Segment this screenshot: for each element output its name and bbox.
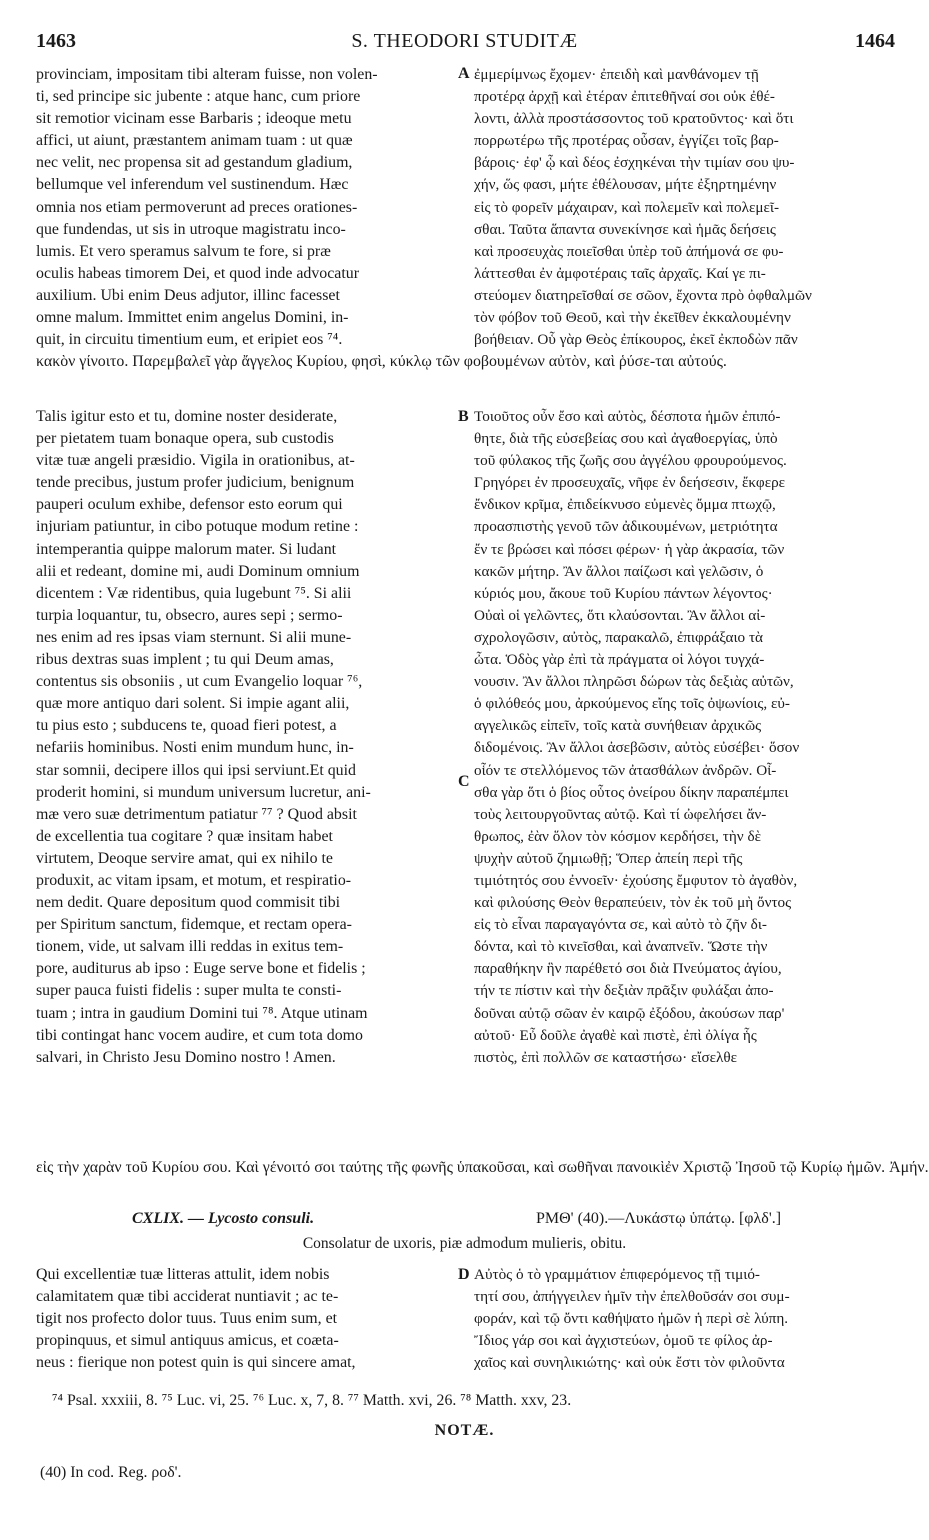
text-line: propinquus, et simul antiquus amicus, et coæta- — [36, 1332, 339, 1350]
text-line: ται αὐτούς. — [655, 353, 727, 370]
running-title: S. THEODORI STUDITÆ — [351, 30, 578, 52]
text-line: pore, auditurus ab ipso : Euge serve bone et fidelis ; — [36, 960, 366, 978]
text-line: πιστὸς, ἐπὶ πολλῶν σε καταστήσω· εἴσελθε — [474, 1048, 738, 1066]
text-line: dicentem : Væ ridentibus, quia lugebunt ⁷⁵. Si alii — [36, 584, 352, 602]
text-line: Τοιοῦτος οὖν ἔσο καὶ αὐτὸς, δέσποτα ἡμῶν ἐπιπό- — [474, 408, 781, 425]
text-line: per pietatem tuam bonaque opera, sub custodis — [36, 430, 334, 448]
text-line: provinciam, impositam tibi alteram fuisse, non volen- — [36, 66, 378, 83]
text-line: κακῶν μήτηρ. Ἂν ἄλλοι παίζωσι καὶ γελῶσιν, ὁ — [474, 562, 764, 580]
text-line: εἰς τὸ φορεῖν μάχαιραν, καὶ πολεμεῖν καὶ πολεμεῖ- — [474, 198, 780, 216]
text-line: omne malum. Immittet enim angelus Domini, in- — [36, 309, 349, 327]
text-line: τοῦ φύλακος τῆς ζωῆς σου ἀγγέλου φρουρούμενος. — [474, 452, 787, 470]
text-line: intemperantia quippe malorum mater. Si ludant — [36, 540, 337, 558]
letter-subtitle: Consolatur de uxoris, piæ admodum mulieris, obitu. — [302, 1235, 627, 1252]
text-line: ribus dextras suas implent ; tu qui Deum amas, — [36, 651, 334, 669]
text-line: produxit, ac vitam ipsam, et motum, et respiratio- — [36, 871, 352, 889]
notae-title: NOTÆ. — [434, 1422, 495, 1439]
text-line: σχρολογῶσιν, αὐτὸς, παρακαλῶ, ἐπιφράξαιο τὰ — [474, 628, 764, 646]
text-line: pauperi oculum exhibe, defensor esto eorum qui — [36, 496, 343, 514]
text-line: δοῦναι αὐτῷ σῶαν ἐν καιρῷ ἐξόδου, ἀκούσων παρ' — [474, 1004, 785, 1022]
page-header — [0, 30, 929, 60]
text-line: Γρηγόρει ἐν προσευχαῖς, νῆφε ἐν δεήσεσιν, ἔκφερε — [474, 474, 786, 492]
text-line: vitæ tuæ angeli præsidio. Vigila in orationibus, at- — [36, 452, 355, 470]
text-line: tigit nos profecto dolor tuus. Tuus enim sum, et — [36, 1310, 338, 1328]
text-line: τὸν φόβον τοῦ Θεοῦ, καὶ τὴν ἐκεῖθεν ἐκκαλουμένην — [474, 309, 791, 327]
margin-marker-b: B — [458, 408, 469, 425]
text-line: διδομένοις. Ἂν ἄλλοι ἀσεβῶσιν, αὐτὸς εὐσέβει· ὅσον — [474, 739, 800, 757]
text-line: καὶ φιλούσης Θεὸν θεραπεύειν, τὸν ἐκ τοῦ μὴ ὄντος — [474, 894, 792, 912]
text-line: Αὐτὸς ὁ τὸ γραμμάτιον ἐπιφερόμενος τῇ τιμιό- — [474, 1266, 760, 1283]
text-line: turpia loquantur, tu, obsecro, aures sepi ; sermo- — [36, 606, 343, 624]
text-line: ἔν τε βρώσει καὶ πόσει φέρων· ἡ γὰρ ἀκρασία, τῶν — [474, 540, 785, 558]
margin-marker-c: C — [458, 773, 470, 790]
text-line: χήν, ὥς φασι, μήτε ἐθέλουσαν, μήτε ἐξηρτημένην — [474, 176, 777, 194]
greek-continuation-1 — [36, 351, 894, 373]
text-line: auxilium. Ubi enim Deus adjutor, illinc facesset — [36, 286, 340, 304]
text-line: super pauca fuisti fidelis : super multa te consti- — [36, 982, 342, 1000]
text-line: νουσιν. Ἂν ἄλλοι πληρῶσι δώρων τὰς δεξιὰς αὐτῶν, — [474, 673, 794, 691]
text-line: στεύομεν διατηρεῖσθαί σε σῶον, ἔχοντα πρὸ ὀφθαλμῶν — [474, 286, 812, 304]
latin-column-mid — [36, 406, 456, 1069]
text-line: tionem, vide, ut salvam illi reddas in exitus tem- — [36, 938, 344, 956]
text-line: τοὺς λειτουργοῦντας αὐτῷ. Καὶ τί ὠφελήσει ἄν- — [474, 805, 767, 823]
text-line: sit remotior vicinam esse Barbaris ; ideoque metu — [36, 110, 352, 128]
text-line: καὶ προσευχὰς ποιεῖσθαι ὑπὲρ τοῦ ἀπήμονά σε φυ- — [474, 242, 784, 260]
text-line: σθαι. Ταῦτα ἅπαντα συνεκίνησε καὶ ἡμᾶς δεήσεις — [474, 220, 776, 238]
text-line: injuriam patiuntur, in cibo potuque modum retine : — [36, 518, 359, 536]
text-line: λοντι, ἀλλὰ προστάσσοντος τοῦ κρατοῦντος· καὶ ὅτι — [474, 110, 794, 128]
text-line: Talis igitur esto et tu, domine noster desiderate, — [36, 408, 338, 425]
greek-continuation-2 — [36, 1157, 929, 1179]
text-line: tibi contingat hanc vocem audire, et cum tota domo — [36, 1026, 363, 1044]
text-line: θρωπος, ἐὰν ὅλον τὸν κόσμον κερδήσει, τὴν δὲ — [474, 827, 761, 845]
text-line: nefariis hominibus. Nosti enim mundum hunc, in- — [36, 739, 354, 757]
text-line: εἰς τὴν χαρὰν τοῦ Κυρίου σου. Καὶ γένοιτό σοι ταύτης τῆς φωνῆς ὑπακοῦσαι, καὶ σωθῆναι πανοικὶ — [36, 1159, 665, 1176]
text-line: εἰς τὸ εἶναι παραγαγόντα σε, καὶ αὐτὸ τὸ ζῆν δι- — [474, 916, 767, 934]
text-line: αὐτοῦ· Εὖ δοῦλε ἀγαθὲ καὶ πιστὲ, ἐπὶ ὀλίγα ἧς — [474, 1026, 757, 1044]
margin-marker-a: A — [458, 65, 470, 82]
text-line: quit, in circuitu timentium eum, et eripiet eos ⁷⁴. — [36, 331, 343, 349]
text-line: neus : fierique non potest quin is qui sincere amat, — [36, 1354, 356, 1372]
text-line: salvari, in Christo Jesu Domino nostro ! Amen. — [36, 1048, 336, 1066]
text-line: proderit homini, si mundum universum lucretur, ani- — [36, 783, 371, 801]
footnotes: ⁷⁴ Psal. xxxiii, 8. ⁷⁵ Luc. vi, 25. ⁷⁶ Luc. x, 7, 8. ⁷⁷ Matth. xvi, 26. ⁷⁸ Matth. xxv, 23. — [52, 1392, 572, 1409]
text-line: tuam ; intra in gaudium Domini tui ⁷⁸. Atque utinam — [36, 1004, 368, 1022]
text-line: παραθήκην ἣν παρέθετό σοι διὰ Πνεύματος ἁγίου, — [474, 960, 782, 978]
text-line: τιμιότητός σου ἐννοεῖν· ἐχούσης ἔμφυτον τὸ ἀγαθὸν, — [474, 871, 798, 889]
text-line: Qui excellentiæ tuæ litteras attulit, idem nobis — [36, 1266, 330, 1283]
text-line: nec velit, nec propensa sit ad gestandum gladium, — [36, 154, 353, 172]
text-line: κύριός μου, ἄκουε τοῦ Κυρίου πάντων λέγοντος· — [474, 584, 773, 602]
text-line: tende precibus, justum profer judicium, benignum — [36, 474, 355, 492]
text-line: virtutem, Deoque servire amat, qui ex nihilo te — [36, 849, 333, 867]
text-line: χαῖος καὶ συνηλικιώτης· καὶ οὐκ ἔστι τὸν φιλοῦντα — [474, 1354, 785, 1372]
text-line: alii et redeant, domine mi, audi Dominum omnium — [36, 562, 360, 580]
right-column-number: 1464 — [855, 30, 895, 52]
text-line: τήν τε πίστιν καὶ τὴν δεξιὰν πρᾶξιν φυλάξαι ἀπο- — [474, 982, 774, 1000]
text-line: bellumque vel inferendum vel sustinendum. Hæc — [36, 176, 349, 194]
text-line: que fundendas, ut sis in utroque magistratu inco- — [36, 220, 346, 238]
text-line: per Spiritum sanctum, fidemque, et rectam opera- — [36, 916, 352, 934]
text-line: δόντα, καὶ τὸ κινεῖσθαι, καὶ ἀναπνεῖν. Ὥστε τὴν — [474, 938, 768, 956]
text-line: ti, sed principe sic jubente : atque hanc, cum priore — [36, 88, 361, 106]
latin-column-top — [36, 64, 456, 351]
text-line: ὁ φιλόθεός μου, ἀρκούμενος εἴης τοῖς ὀψωνίοις, εὐ- — [474, 695, 790, 713]
text-line: mæ vero suæ detrimentum patiatur ⁷⁷ ? Quod absit — [36, 805, 357, 823]
text-line: προτέρᾳ ἀρχῇ καὶ ἑτέραν ἐπιτεθῆναί σοι οὐκ ἐθέ- — [474, 88, 775, 106]
text-line: contentus sis obsoniis , ut cum Evangelio loquar ⁷⁶, — [36, 673, 363, 691]
text-line: ψυχὴν αὐτοῦ ζημιωθῇ; Ὅπερ ἀπείη περὶ τῆς — [474, 849, 743, 867]
text-line: nem dedit. Quare depositum quod commisit tibi — [36, 894, 341, 912]
margin-marker-d: D — [458, 1266, 470, 1283]
text-line: nes enim ad res ipsas viam sternunt. Si alii mune- — [36, 628, 352, 646]
text-line: ὦτα. Ὁδὸς γὰρ ἐπὶ τὰ πράγματα οἱ λόγοι τυγχά- — [474, 651, 765, 669]
text-line: φοράν, καὶ τῷ ὄντι καθήψατο ἡμῶν ἡ περὶ σὲ λύπη. — [474, 1310, 789, 1328]
text-line: βοήθειαν. Οὗ γὰρ Θεὸς ἐπίκουρος, ἐκεῖ ἐκποδὼν πᾶν — [474, 331, 798, 349]
text-line: κακὸν γίνοιτο. Παρεμβαλεῖ γὰρ ἄγγελος Κυρίου, φησὶ, κύκλῳ τῶν φοβουμένων αὐτὸν, καὶ ῥύσε- — [36, 353, 656, 370]
letter-heading-greek: ΡΜΘ' (40).—Λυκάστῳ ὑπάτῳ. [φλδ'.] — [536, 1210, 782, 1227]
latin-column-bottom — [36, 1264, 456, 1374]
text-line: de excellentia tua cogitare ? quæ insitam habet — [36, 827, 333, 845]
text-line: θητε, διὰ τῆς εὐσεβείας σου καὶ ἀγαθοεργίας, ὑπὸ — [474, 430, 778, 448]
text-line: βάροις· ἐφ' ᾧ καὶ δέος ἐσχηκέναι τὴν τιμίαν σου ψυ- — [474, 154, 795, 172]
text-line: αγγελικῶς εἰπεῖν, τοῖς κατὰ συνήθειαν ἀρχικῶς — [474, 717, 762, 735]
note-40: (40) In cod. Reg. ροδ'. — [40, 1464, 182, 1481]
text-line: ἐμμερίμνως ἔχομεν· ἐπειδὴ καὶ μανθάνομεν τῇ — [474, 66, 759, 83]
text-line: πορρωτέρω τῆς προτέρας οὖσαν, ἐγγίζει τοῖς βαρ- — [474, 132, 779, 150]
text-line: ἐν Χριστῷ Ἰησοῦ τῷ Κυρίῳ ἡμῶν. Ἀμήν. — [664, 1159, 929, 1176]
text-line: οἷόν τε στελλόμενος τῶν ἀτασθάλων ἀνδρῶν. Οἶ- — [474, 761, 777, 779]
greek-column-top — [474, 64, 894, 351]
text-line: oculis habeas timorem Dei, et quod inde advocatur — [36, 264, 360, 282]
text-line: Οὐαὶ οἱ γελῶντες, ὅτι κλαύσονται. Ἂν ἄλλοι αἰ- — [474, 606, 766, 624]
text-line: calamitatem quæ tibi acciderat nuntiavit ; ac te- — [36, 1288, 339, 1306]
text-line: σθα γὰρ ὅτι ὁ βίος οὗτος ὀνείρου δίκην παραπέμπει — [474, 783, 789, 801]
text-line: ἔνδικον κρῖμα, ἐπιδείκνυσο εὐμενὲς ὄμμα πτωχῷ, — [474, 496, 776, 514]
text-line: προασπιστὴς γενοῦ τῶν ἀδικουμένων, μετριότητα — [474, 518, 778, 536]
letter-heading-latin: CXLIX. — Lycosto consuli. — [132, 1210, 315, 1227]
text-line: tu pius esto ; subducens te, quoad fieri potest, a — [36, 717, 337, 735]
text-line: quæ more antiquo dari solent. Si impie agant alii, — [36, 695, 350, 713]
greek-column-mid — [474, 406, 894, 1069]
text-line: λάττεσθαι ἐν ἀμφοτέραις ταῖς ἀρχαῖς. Καί γε πι- — [474, 264, 766, 282]
text-line: affici, ut aiunt, præstantem animam tuam : ut quæ — [36, 132, 353, 150]
text-line: lumis. Et vero speramus salvum te fore, si præ — [36, 242, 331, 260]
text-line: star somnii, decipere illos qui ipsi serviunt.Et quid — [36, 761, 356, 779]
greek-column-bottom — [474, 1264, 894, 1374]
text-line: omnia nos etiam permoverunt ad preces orationes- — [36, 198, 358, 216]
text-line: τητί σου, ἀπήγγειλεν ἡμῖν τὴν ἐπελθοῦσάν σοι συμ- — [474, 1288, 790, 1306]
text-line: Ἴδιος γάρ σοι καὶ ἀγχιστεύων, ὁμοῦ τε φίλος ἀρ- — [474, 1332, 773, 1350]
left-column-number: 1463 — [36, 30, 76, 52]
